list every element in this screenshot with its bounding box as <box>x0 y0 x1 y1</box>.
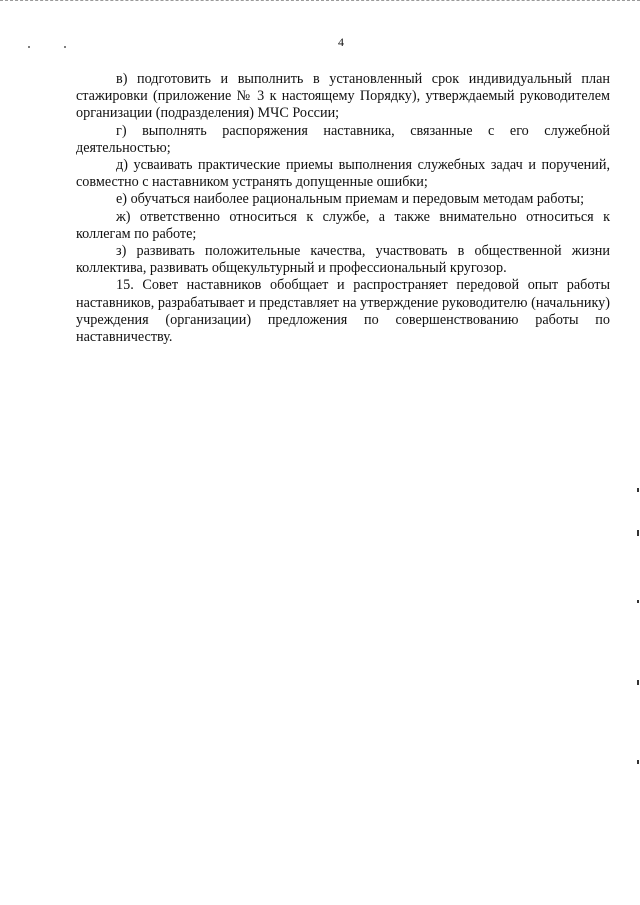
document-body <box>76 71 610 346</box>
scan-edge-mark <box>637 600 639 603</box>
scan-top-border <box>0 0 640 2</box>
scan-edge-mark <box>637 760 639 764</box>
paragraph-g: г) выполнять распоряжения наставника, связанные с его служебной деятельностью; <box>76 122 610 156</box>
scan-edge-mark <box>637 530 639 536</box>
scan-speck <box>28 46 30 48</box>
paragraph-15: 15. Совет наставников обобщает и распространяет передовой опыт работы наставников, разрабатывает и представляет на утверждение руководителю (начальнику) учреждения (организации) предложения по совершенствованию работы по наставничеству. <box>76 277 610 346</box>
scan-edge-mark <box>637 680 639 685</box>
paragraph-v: в) подготовить и выполнить в установленный срок индивидуальный план стажировки (приложение № 3 к настоящему Порядку), утверждаемый руководителем организации (подразделения) МЧС России; <box>76 71 610 122</box>
paragraph-z: з) развивать положительные качества, участвовать в общественной жизни коллектива, развивать общекультурный и профессиональный кругозор. <box>76 243 610 277</box>
paragraph-d: д) усваивать практические приемы выполнения служебных задач и поручений, совместно с наставником устранять допущенные ошибки; <box>76 157 610 191</box>
page-number: 4 <box>338 35 344 49</box>
scan-edge-mark <box>637 488 639 492</box>
scan-speck <box>64 46 66 48</box>
paragraph-e: е) обучаться наиболее рациональным приемам и передовым методам работы; <box>116 191 585 208</box>
paragraph-zh: ж) ответственно относиться к службе, а также внимательно относиться к коллегам по работе; <box>76 208 610 242</box>
